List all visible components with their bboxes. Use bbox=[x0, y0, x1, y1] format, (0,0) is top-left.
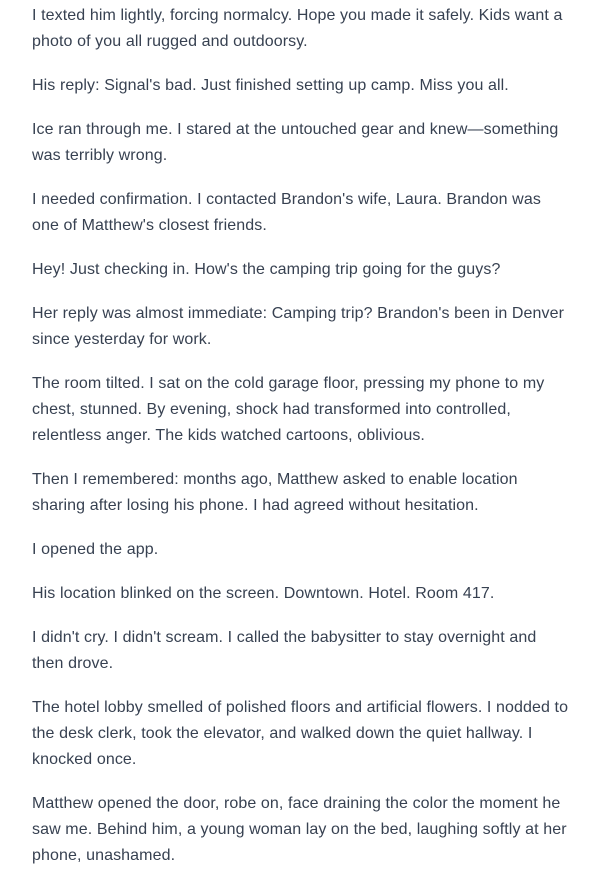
story-paragraph: The hotel lobby smelled of polished floors and artificial flowers. I nodded to the desk clerk, took the elevator, and walked down the quiet hallway. I knocked once. bbox=[32, 699, 569, 768]
story-paragraph: Matthew opened the door, robe on, face draining the color the moment he saw me. Behind him, a young woman lay on the bed, laughing softly at her phone, unashamed. bbox=[32, 795, 567, 864]
story-paragraph: I texted him lightly, forcing normalcy. Hope you made it safely. Kids want a photo of you all rugged and outdoorsy. bbox=[32, 7, 563, 50]
story-paragraph: The room tilted. I sat on the cold garage floor, pressing my phone to my chest, stunned. By evening, shock had transformed into controlled, relentless anger. The kids watched cartoons, oblivious. bbox=[32, 375, 545, 444]
story-paragraph: His location blinked on the screen. Downtown. Hotel. Room 417. bbox=[32, 585, 495, 602]
story-paragraph: Then I remembered: months ago, Matthew asked to enable location sharing after losing his phone. I had agreed without hesitation. bbox=[32, 471, 518, 514]
story-paragraph: Ice ran through me. I stared at the untouched gear and knew—something was terribly wrong. bbox=[32, 121, 559, 164]
story-paragraph: Her reply was almost immediate: Camping trip? Brandon's been in Denver since yesterday for work. bbox=[32, 305, 565, 348]
story-paragraph: His reply: Signal's bad. Just finished setting up camp. Miss you all. bbox=[32, 77, 509, 94]
story-paragraph: I needed confirmation. I contacted Brandon's wife, Laura. Brandon was one of Matthew's closest friends. bbox=[32, 191, 541, 234]
story-paragraph: Hey! Just checking in. How's the camping trip going for the guys? bbox=[32, 261, 501, 278]
story-paragraph: I didn't cry. I didn't scream. I called the babysitter to stay overnight and then drove. bbox=[32, 629, 537, 672]
story-paragraph: I opened the app. bbox=[32, 541, 159, 558]
